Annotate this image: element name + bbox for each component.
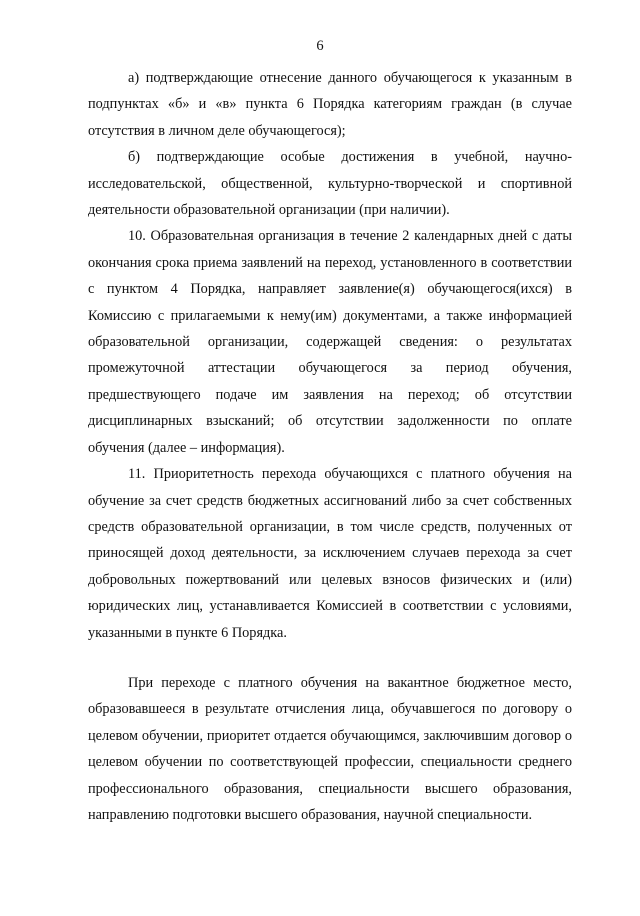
document-body bbox=[88, 65, 572, 828]
paragraph-b: б) подтверждающие особые достижения в учебной, научно-исследовательской, общественной, культурно-творческой и спортивной деятельности образовательной организации (при наличии). bbox=[88, 149, 572, 219]
paragraph-a: а) подтверждающие отнесение данного обучающегося к указанным в подпунктах «б» и «в» пункта 6 Порядка категориям граждан (в случае отсутствия в личном деле обучающегося); bbox=[88, 70, 572, 139]
page-number: 6 bbox=[316, 38, 324, 54]
paragraph-vacant-place: При переходе с платного обучения на вакантное бюджетное место, образовавшееся в результате отчисления лица, обучавшегося по договору о целевом обучении, приоритет отдается обучающимся, заключившим договор о целевом обучении по соответствующей профессии, специальности среднего профессионального образования, специальности высшего образования, направлению подготовки высшего образования, научной специальности. bbox=[88, 674, 572, 823]
paragraph-11: 11. Приоритетность перехода обучающихся с платного обучения на обучение за счет средств бюджетных ассигнований либо за счет собственных средств образовательной организации, в том числе средств, полученных от приносящей доход деятельности, за исключением случаев перехода за счет добровольных пожертвований или целевых взносов физических и (или) юридических лиц, устанавливается Комиссией в соответствии с условиями, указанными в пункте 6 Порядка. bbox=[88, 466, 572, 641]
paragraph-10: 10. Образовательная организация в течение 2 календарных дней с даты окончания срока приема заявлений на переход, установленного в соответствии с пунктом 4 Порядка, направляет заявление(я) обучающегося(ихся) в Комиссию с прилагаемыми к нему(им) документами, а также информацией образовательной организации, содержащей сведения: о результатах промежуточной аттестации обучающегося за период обучения, предшествующего подаче им заявления на переход; об отсутствии дисциплинарных взысканий; об отсутствии задолженности по оплате обучения (далее – информация). bbox=[88, 228, 572, 456]
